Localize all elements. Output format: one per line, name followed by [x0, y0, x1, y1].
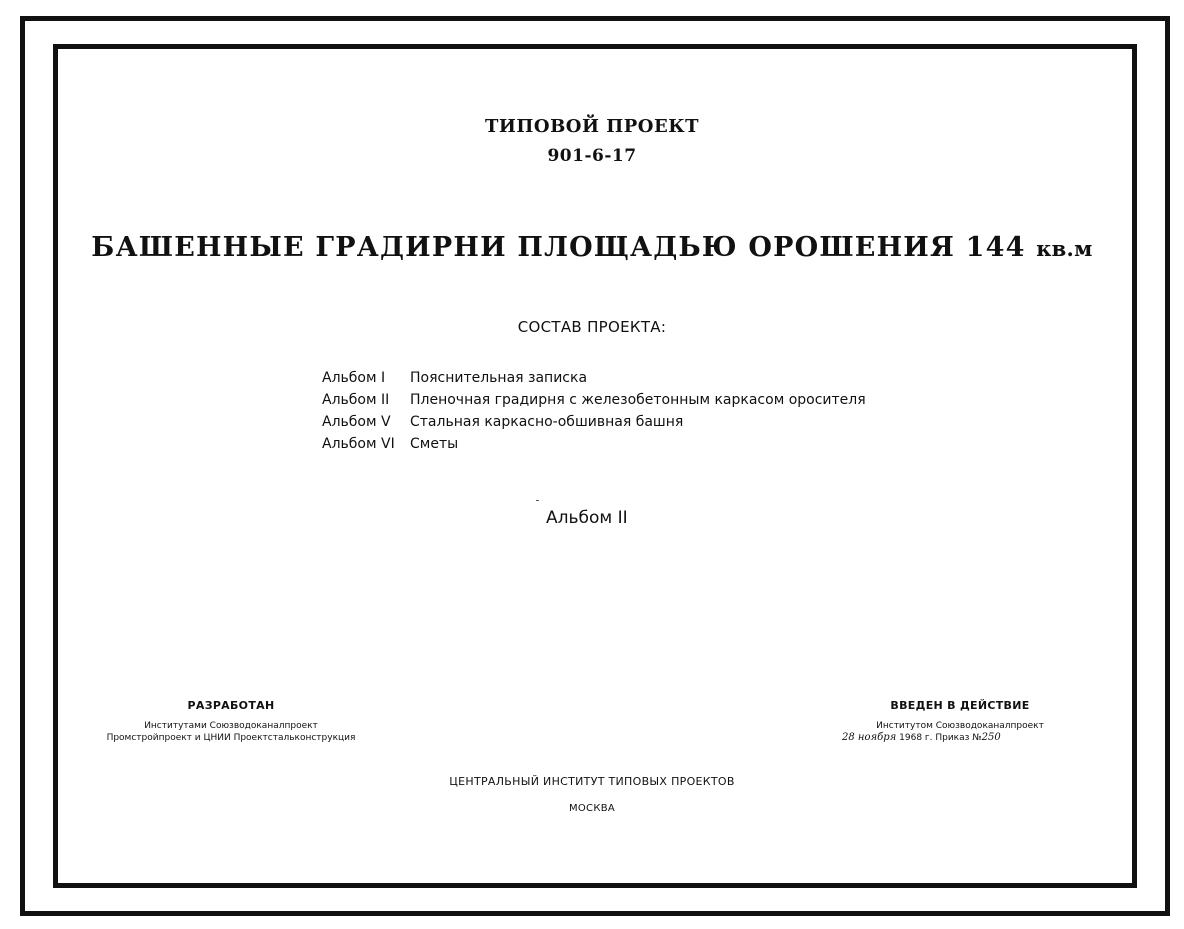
composition-heading: СОСТАВ ПРОЕКТА: [517, 318, 667, 336]
introduced-line: Институтом Союзводоканалпроект [876, 721, 1044, 731]
album-list [322, 367, 866, 455]
album-description: Стальная каркасно-обшивная башня [410, 414, 684, 430]
album-label: Альбом I [322, 370, 386, 386]
album-item [322, 433, 866, 455]
scan-speck [536, 500, 539, 501]
album-description: Сметы [410, 436, 459, 452]
order-line [830, 732, 1090, 744]
album-item [322, 389, 866, 411]
order-year-text: 1968 г. Приказ № [899, 733, 982, 743]
handwritten-date: 28 ноября [842, 732, 897, 743]
album-description: Пояснительная записка [410, 370, 588, 386]
introduced-block [830, 699, 1090, 744]
album-item [322, 367, 866, 389]
title-units: кв.м [1036, 236, 1093, 261]
current-album-label: Альбом II [546, 508, 628, 528]
developed-by-block [56, 699, 406, 744]
title-main: БАШЕННЫЕ ГРАДИРНИ ПЛОЩАДЬЮ ОРОШЕНИЯ 144 [91, 232, 1026, 263]
album-label: Альбом VI [322, 436, 395, 452]
inner-border [53, 44, 1137, 888]
project-type: ТИПОВОЙ ПРОЕКТ [485, 116, 699, 137]
introduced-heading: ВВЕДЕН В ДЕЙСТВИЕ [890, 699, 1030, 712]
project-number: 901-6-17 [547, 146, 637, 166]
album-label: Альбом II [322, 392, 390, 408]
album-item [322, 411, 866, 433]
publisher-city: МОСКВА [568, 803, 616, 814]
developed-line: Промстройпроект и ЦНИИ Проектстальконструкция [106, 733, 356, 743]
handwritten-order-number: 250 [981, 732, 1001, 743]
publisher-institute: ЦЕНТРАЛЬНЫЙ ИНСТИТУТ ТИПОВЫХ ПРОЕКТОВ [449, 775, 735, 788]
album-description: Пленочная градирня с железобетонным каркасом оросителя [410, 392, 866, 408]
album-label: Альбом V [322, 414, 391, 430]
developed-heading: РАЗРАБОТАН [187, 699, 275, 712]
developed-line: Институтами Союзводоканалпроект [144, 721, 318, 731]
document-title [0, 232, 1184, 263]
